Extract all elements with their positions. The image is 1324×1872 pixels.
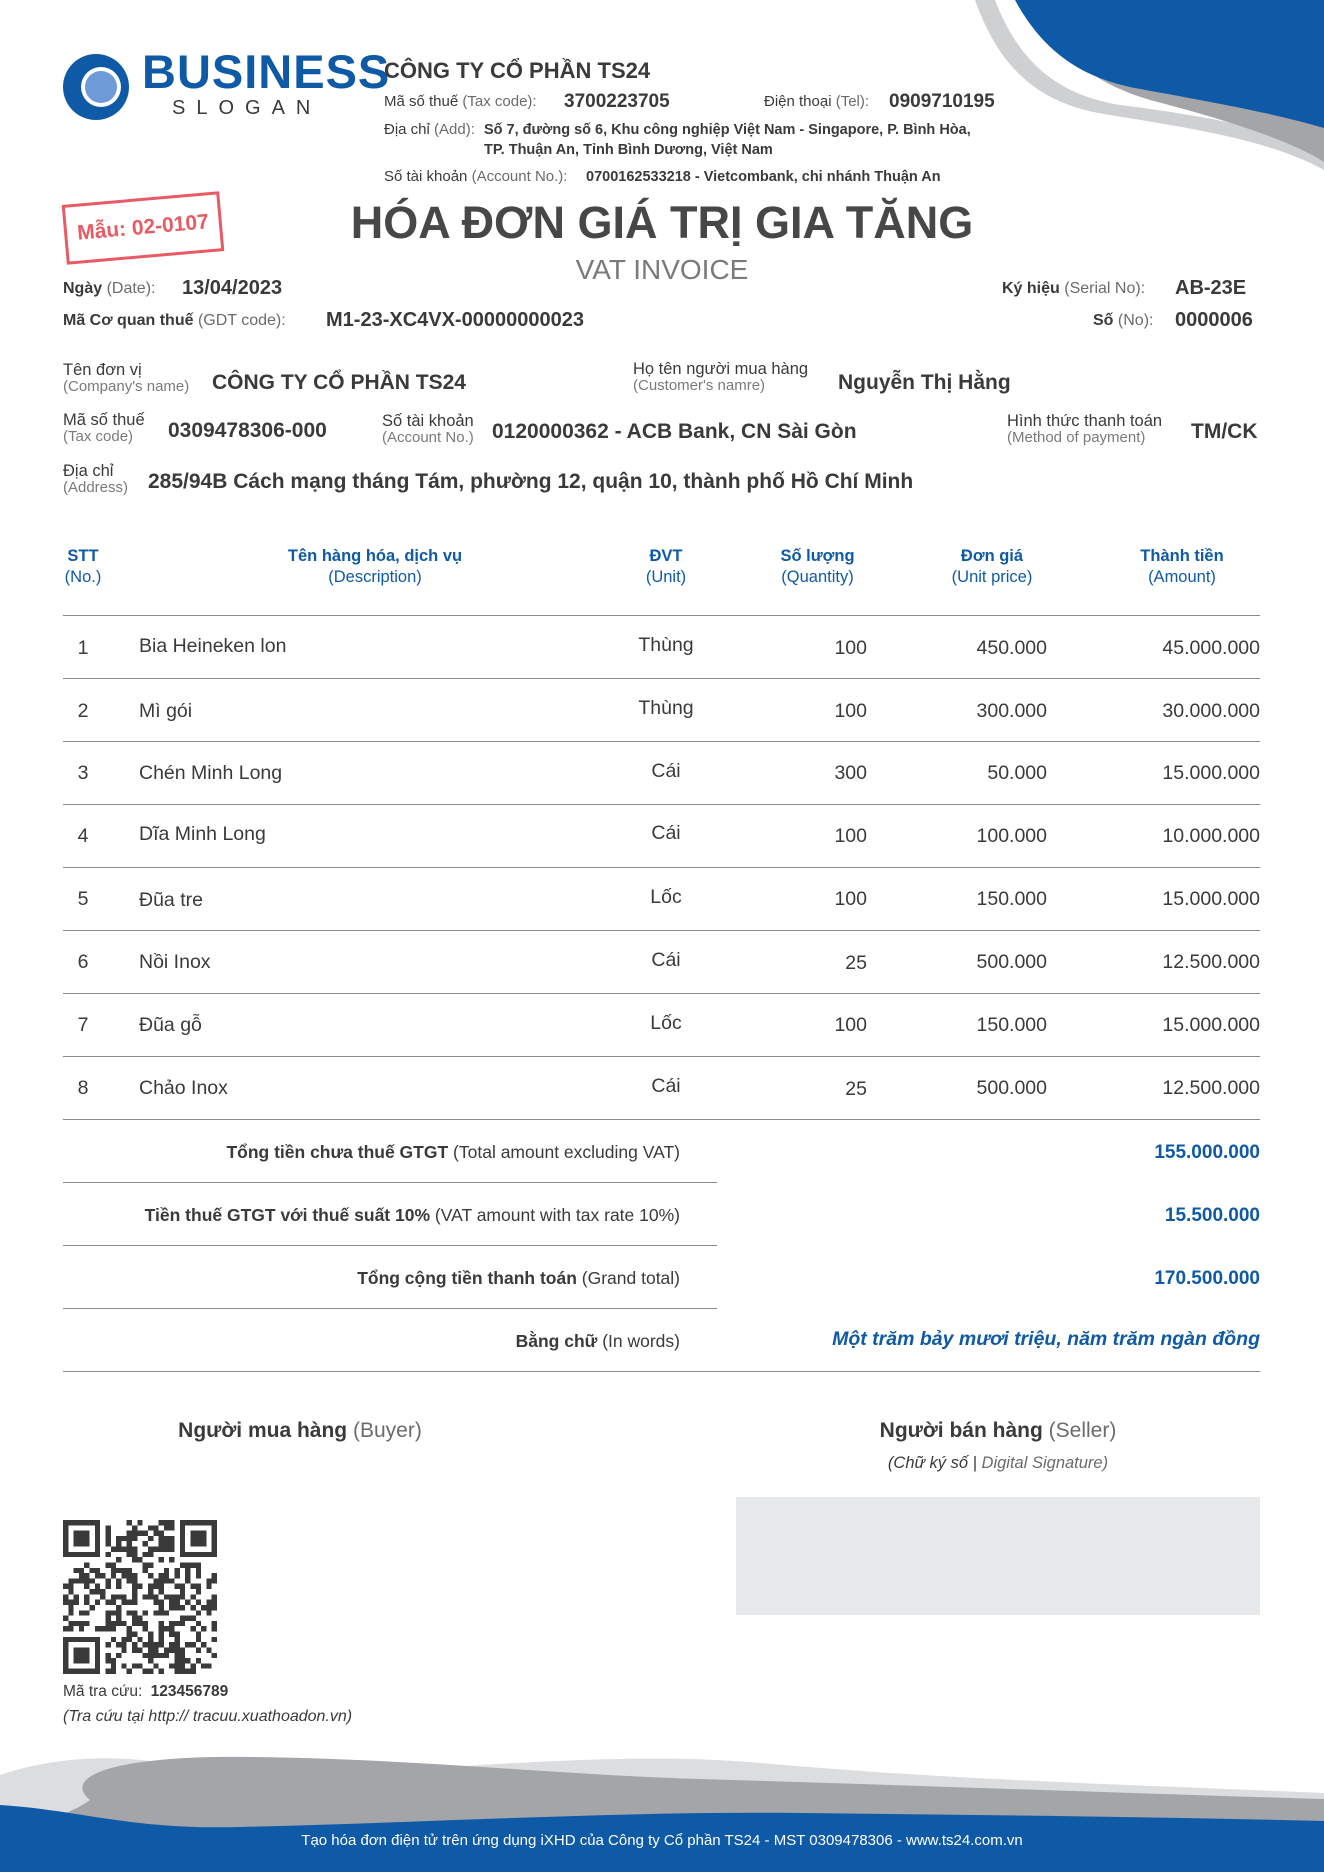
subtotal-label-en: (Total amount excluding VAT) [453, 1142, 680, 1162]
col-header-unit-vi: ĐVT [649, 547, 683, 565]
row-no: 5 [77, 888, 89, 910]
seller-acct-label-vi: Số tài khoản [384, 168, 468, 185]
row-divider [63, 930, 1260, 931]
row-description: Nồi Inox [139, 951, 211, 973]
grand-total-label-vi: Tổng cộng tiền thanh toán [357, 1268, 577, 1288]
lookup-code: 123456789 [150, 1683, 229, 1700]
seller-addr-label [384, 121, 475, 138]
lookup-code-label: Mã tra cứu: [63, 1683, 143, 1700]
customer-account: 0120000362 - ACB Bank, CN Sài Gòn [492, 420, 857, 443]
seller-addr-label-en: (Add): [434, 121, 475, 138]
col-header-unit-price-en: (Unit price) [951, 567, 1033, 586]
vat-label-vi: Tiền thuế GTGT với thuế suất 10% [144, 1205, 431, 1225]
digital-signature-box [736, 1497, 1260, 1615]
col-header-quantity-en: (Quantity) [781, 567, 854, 586]
gdt-label [63, 312, 286, 330]
date-label-en: (Date): [106, 280, 156, 297]
invoice-no-label-en: (No): [1117, 312, 1154, 329]
col-header-no-vi: STT [67, 547, 99, 565]
in-words-label-en: (In words) [602, 1331, 680, 1351]
row-unit-price: 50.000 [987, 762, 1047, 784]
row-unit: Cái [651, 760, 681, 782]
col-header-quantity [755, 546, 880, 587]
row-unit-price: 150.000 [976, 888, 1047, 910]
customer-address: 285/94B Cách mạng tháng Tám, phường 12, quận 10, thành phố Hồ Chí Minh [148, 470, 914, 493]
gdt-code: M1-23-XC4VX-00000000023 [326, 309, 584, 331]
totals-bottom-divider [63, 1371, 1260, 1372]
vat-value: 15.500.000 [1164, 1205, 1260, 1226]
subtotal-value: 155.000.000 [1154, 1142, 1260, 1163]
row-divider [63, 678, 1260, 679]
row-no: 1 [77, 637, 89, 659]
customer-acct-label-vi: Số tài khoản [382, 412, 474, 430]
digital-signature-separator: | [972, 1454, 977, 1472]
totals-divider [63, 1308, 717, 1309]
invoice-date: 13/04/2023 [182, 277, 283, 299]
payment-label-vi: Hình thức thanh toán [1007, 412, 1163, 430]
col-header-description-vi: Tên hàng hóa, dịch vụ [287, 547, 463, 565]
seller-signature-heading-en: (Seller) [1048, 1419, 1117, 1442]
row-amount: 12.500.000 [1162, 1077, 1260, 1099]
row-no: 8 [77, 1077, 89, 1099]
row-quantity: 300 [834, 762, 867, 784]
col-header-unit-price [922, 546, 1062, 587]
qr-code-icon [63, 1520, 217, 1674]
row-divider [63, 1056, 1260, 1057]
buyer-name: Nguyễn Thị Hằng [838, 371, 1011, 394]
buyer-signature-heading-vi: Người mua hàng [178, 1419, 348, 1442]
totals-divider [63, 1245, 717, 1246]
row-no: 4 [77, 825, 89, 847]
payment-label [1007, 412, 1162, 447]
footer-wave-graphic [0, 1745, 1324, 1872]
subtotal-label [63, 1142, 680, 1163]
seller-acct-label-en: (Account No.): [471, 168, 568, 185]
customer-addr-label-en: (Address) [63, 479, 129, 497]
row-quantity: 100 [834, 888, 867, 910]
col-header-amount-en: (Amount) [1148, 567, 1216, 586]
col-header-no-en: (No.) [64, 567, 102, 586]
col-header-quantity-vi: Số lượng [780, 547, 855, 565]
row-unit-price: 100.000 [976, 825, 1047, 847]
vat-label-en: (VAT amount with tax rate 10%) [434, 1205, 680, 1225]
invoice-number: 0000006 [1175, 309, 1253, 331]
row-quantity: 100 [834, 1014, 867, 1036]
in-words-label [63, 1331, 680, 1352]
logo-slogan: SLOGAN [172, 97, 322, 119]
row-no: 2 [77, 700, 89, 722]
col-header-unit [616, 546, 716, 587]
row-unit: Thùng [638, 697, 694, 719]
buyer-signature-heading [140, 1419, 460, 1443]
customer-tax-label [63, 411, 145, 446]
customer-tax-label-vi: Mã số thuế [63, 411, 145, 429]
seller-tax-label-vi: Mã số thuế [384, 93, 459, 110]
subtotal-label-vi: Tổng tiền chưa thuế GTGT [226, 1142, 449, 1162]
row-unit-price: 500.000 [976, 951, 1047, 973]
customer-addr-label-vi: Địa chỉ [63, 462, 114, 480]
company-label-en: (Company's name) [63, 378, 190, 396]
date-label-vi: Ngày [63, 280, 103, 297]
row-divider [63, 993, 1260, 994]
seller-addr-label-vi: Địa chỉ [384, 121, 430, 138]
col-header-amount-vi: Thành tiền [1140, 547, 1224, 565]
company-label [63, 361, 189, 396]
row-divider [63, 867, 1260, 868]
buyer-label [633, 360, 808, 395]
row-unit: Cái [651, 1075, 681, 1097]
grand-total-label [63, 1268, 680, 1289]
invoice-no-label-vi: Số [1093, 312, 1114, 329]
row-amount: 10.000.000 [1162, 825, 1260, 847]
seller-signature-heading-vi: Người bán hàng [879, 1419, 1043, 1442]
row-unit: Lốc [650, 886, 682, 908]
seller-address-line-1: Số 7, đường số 6, Khu công nghiệp Việt Nam - Singapore, P. Bình Hòa, [484, 122, 971, 138]
seller-tax-label [384, 93, 537, 110]
row-description: Dĩa Minh Long [139, 823, 266, 845]
form-number-stamp: Mẫu: 02-0107 [62, 191, 225, 265]
seller-tel-label [764, 93, 869, 110]
table-header-divider [63, 615, 1260, 616]
seller-acct-label [384, 168, 567, 185]
vat-label [63, 1205, 680, 1226]
amount-in-words: Một trăm bảy mươi triệu, năm trăm ngàn đồng [832, 1328, 1260, 1350]
row-quantity: 100 [834, 700, 867, 722]
serial-label-vi: Ký hiệu [1002, 280, 1060, 297]
customer-addr-label [63, 462, 128, 497]
row-amount: 15.000.000 [1162, 762, 1260, 784]
row-no: 6 [77, 951, 89, 973]
row-unit-price: 300.000 [976, 700, 1047, 722]
customer-company: CÔNG TY CỔ PHẦN TS24 [212, 371, 466, 394]
row-amount: 12.500.000 [1162, 951, 1260, 973]
gdt-label-vi: Mã Cơ quan thuế [63, 312, 194, 329]
buyer-label-vi: Họ tên người mua hàng [633, 360, 809, 378]
seller-tel: 0909710195 [889, 91, 995, 112]
digital-signature-note-en: Digital Signature) [981, 1454, 1109, 1472]
customer-acct-label-en: (Account No.) [382, 429, 474, 447]
row-description: Mì gói [139, 700, 193, 722]
serial-label-en: (Serial No): [1064, 280, 1146, 297]
row-quantity: 100 [834, 825, 867, 847]
serial-number: AB-23E [1175, 277, 1247, 299]
col-header-description [230, 546, 520, 587]
invoice-no-label [1093, 312, 1153, 330]
customer-acct-label [382, 412, 474, 447]
row-description: Đũa gỗ [139, 1014, 202, 1036]
row-unit: Cái [651, 822, 681, 844]
row-unit-price: 150.000 [976, 1014, 1047, 1036]
logo-wordmark: BUSINESS [142, 45, 391, 98]
row-quantity: 100 [834, 637, 867, 659]
row-divider [63, 741, 1260, 742]
seller-name: CÔNG TY CỔ PHẦN TS24 [384, 58, 651, 83]
row-unit: Cái [651, 949, 681, 971]
row-quantity: 25 [845, 1078, 867, 1100]
payment-method: TM/CK [1191, 420, 1258, 443]
lookup-url-note: (Tra cứu tại http:// tracuu.xuathoadon.vn) [63, 1708, 353, 1725]
row-unit: Lốc [650, 1012, 682, 1034]
lookup-code-line [63, 1683, 228, 1701]
customer-tax-code: 0309478306-000 [168, 419, 327, 442]
row-no: 7 [77, 1014, 89, 1036]
row-description: Chảo Inox [139, 1077, 228, 1099]
logo-mark-icon [63, 54, 129, 120]
seller-address-line-2: TP. Thuận An, Tỉnh Bình Dương, Việt Nam [484, 142, 773, 158]
row-divider [63, 804, 1260, 805]
row-no: 3 [77, 762, 89, 784]
digital-signature-note [836, 1454, 1160, 1473]
row-amount: 15.000.000 [1162, 888, 1260, 910]
digital-signature-note-vi: (Chữ ký số [887, 1454, 969, 1472]
payment-label-en: (Method of payment) [1007, 429, 1146, 447]
row-description: Bia Heineken lon [139, 635, 287, 657]
table-bottom-divider [63, 1119, 1260, 1120]
seller-account: 0700162533218 - Vietcombank, chi nhánh Thuận An [586, 169, 941, 185]
col-header-unit-price-vi: Đơn giá [960, 547, 1024, 565]
row-unit-price: 450.000 [976, 637, 1047, 659]
col-header-amount [1112, 546, 1252, 587]
invoice-title: HÓA ĐƠN GIÁ TRỊ GIA TĂNG [350, 197, 974, 248]
col-header-no [55, 546, 111, 587]
col-header-unit-en: (Unit) [645, 567, 687, 586]
row-quantity: 25 [845, 952, 867, 974]
row-unit-price: 500.000 [976, 1077, 1047, 1099]
footer-text: Tạo hóa đơn điện tử trên ứng dụng iXHD của Công ty Cổ phần TS24 - MST 0309478306 - www.ts24.com.vn [301, 1832, 1023, 1849]
buyer-label-en: (Customer's namre) [633, 377, 766, 395]
totals-divider [63, 1182, 717, 1183]
seller-tax-code: 3700223705 [564, 91, 670, 112]
row-description: Chén Minh Long [139, 762, 283, 784]
seller-tel-label-en: (Tel): [835, 93, 870, 110]
invoice-subtitle: VAT INVOICE [575, 254, 749, 285]
row-amount: 45.000.000 [1162, 637, 1260, 659]
grand-total-value: 170.500.000 [1154, 1268, 1260, 1289]
in-words-label-vi: Bằng chữ [515, 1331, 598, 1351]
row-amount: 30.000.000 [1162, 700, 1260, 722]
serial-label [1002, 280, 1145, 298]
seller-tax-label-en: (Tax code): [462, 93, 537, 110]
col-header-description-en: (Description) [328, 567, 422, 586]
qr-modules [63, 1520, 217, 1674]
grand-total-label-en: (Grand total) [581, 1268, 680, 1288]
seller-tel-label-vi: Điện thoại [764, 93, 832, 110]
company-label-vi: Tên đơn vị [63, 361, 142, 379]
customer-tax-label-en: (Tax code) [63, 428, 134, 446]
gdt-label-en: (GDT code): [197, 312, 286, 329]
row-amount: 15.000.000 [1162, 1014, 1260, 1036]
date-label [63, 280, 155, 298]
row-unit: Thùng [638, 634, 694, 656]
buyer-signature-heading-en: (Buyer) [352, 1419, 422, 1442]
row-description: Đũa tre [139, 889, 203, 911]
seller-signature-heading [836, 1419, 1160, 1443]
